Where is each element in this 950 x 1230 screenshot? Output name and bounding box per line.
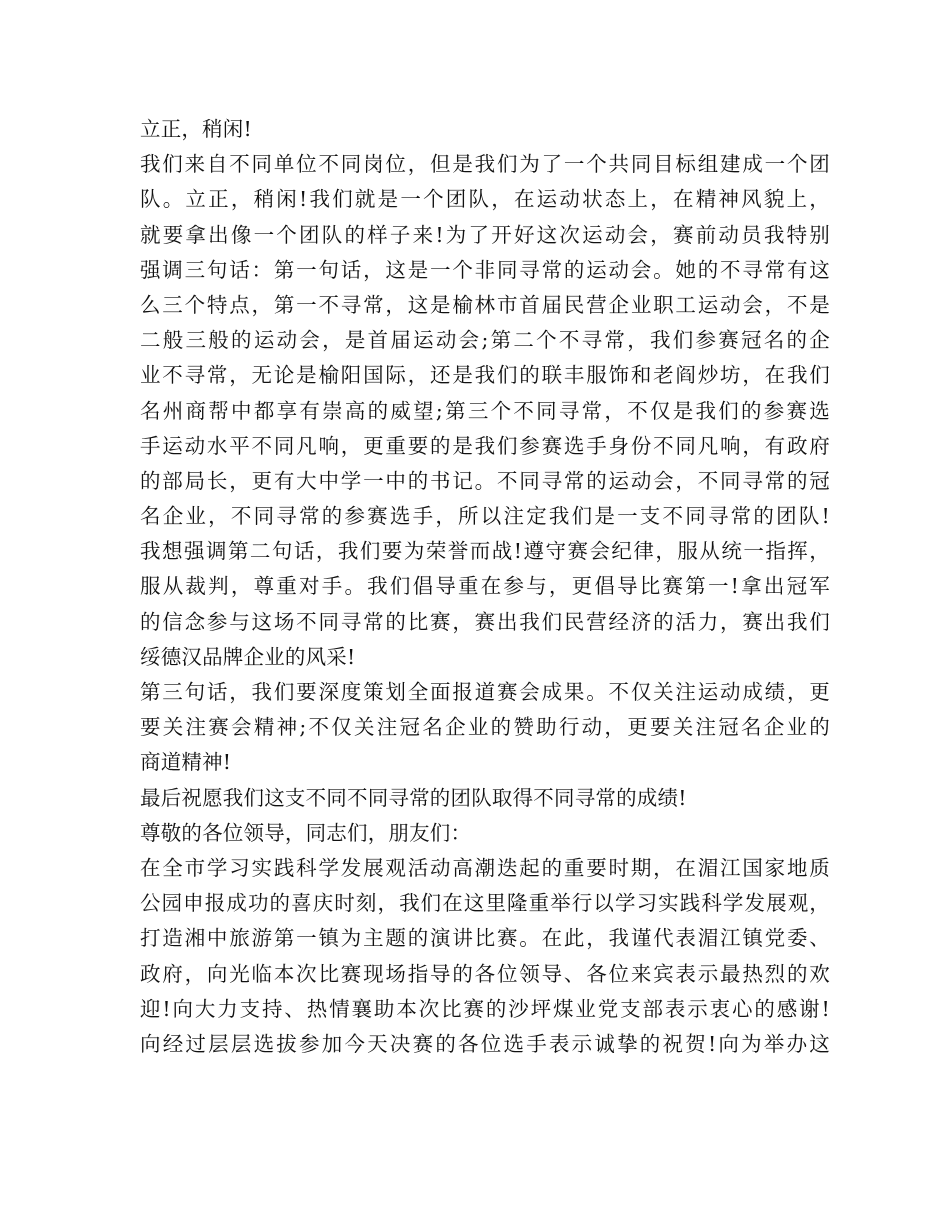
text-line: 名州商帮中都享有崇高的威望;第三个不同寻常，不仅是我们的参赛选 — [140, 398, 830, 423]
text-line: 要关注赛会精神;不仅关注冠名企业的赞助行动，更要关注冠名企业的 — [140, 715, 830, 740]
text-line: 向经过层层选拔参加今天决赛的各位选手表示诚挚的祝贺!向为举办这 — [140, 1031, 830, 1056]
text-line: 打造湘中旅游第一镇为主题的演讲比赛。在此，我谨代表湄江镇党委、 — [140, 926, 830, 951]
text-line: 公园申报成功的喜庆时刻，我们在这里隆重举行以学习实践科学发展观， — [140, 891, 830, 916]
text-line: 我想强调第二句话，我们要为荣誉而战!遵守赛会纪律，服从统一指挥， — [140, 539, 830, 564]
text-line: 立正，稍闲! — [140, 117, 252, 141]
text-line: 最后祝愿我们这支不同不同寻常的团队取得不同寻常的成绩! — [140, 785, 687, 810]
text-line: 么三个特点，第一不寻常，这是榆林市首届民营企业职工运动会，不是 — [140, 292, 830, 317]
text-line: 就要拿出像一个团队的样子来!为了开好这次运动会，赛前动员我特别 — [140, 222, 830, 247]
text-line: 手运动水平不同凡响，更重要的是我们参赛选手身份不同凡响，有政府 — [140, 433, 830, 458]
text-line: 服从裁判，尊重对手。我们倡导重在参与，更倡导比赛第一!拿出冠军 — [140, 574, 830, 599]
text-line: 的信念参与这场不同寻常的比赛，赛出我们民营经济的活力，赛出我们 — [140, 609, 830, 634]
text-line: 强调三句话：第一句话，这是一个非同寻常的运动会。她的不寻常有这 — [140, 257, 830, 282]
text-line: 名企业，不同寻常的参赛选手，所以注定我们是一支不同寻常的团队! — [140, 504, 830, 529]
text-line: 迎!向大力支持、热情襄助本次比赛的沙坪煤业党支部表示衷心的感谢! — [140, 996, 830, 1021]
text-line: 的部局长，更有大中学一中的书记。不同寻常的运动会，不同寻常的冠 — [140, 468, 830, 493]
text-line: 政府，向光临本次比赛现场指导的各位领导、各位来宾表示最热烈的欢 — [140, 961, 830, 986]
text-line: 我们来自不同单位不同岗位，但是我们为了一个共同目标组建成一个团 — [140, 152, 830, 177]
text-line: 队。立正，稍闲!我们就是一个团队，在运动状态上，在精神风貌上， — [140, 187, 830, 212]
document-body — [140, 112, 830, 1062]
text-line: 二般三般的运动会，是首届运动会;第二个不寻常，我们参赛冠名的企 — [140, 328, 830, 353]
text-line: 尊敬的各位领导，同志们，朋友们： — [140, 820, 472, 845]
text-line: 在全市学习实践科学发展观活动高潮迭起的重要时期，在湄江国家地质 — [140, 855, 830, 880]
text-line: 业不寻常，无论是榆阳国际，还是我们的联丰服饰和老阎炒坊，在我们 — [140, 363, 830, 388]
text-line: 第三句话，我们要深度策划全面报道赛会成果。不仅关注运动成绩，更 — [140, 680, 830, 704]
text-line: 绥德汉品牌企业的风采! — [140, 644, 356, 669]
text-line: 商道精神! — [140, 750, 232, 775]
